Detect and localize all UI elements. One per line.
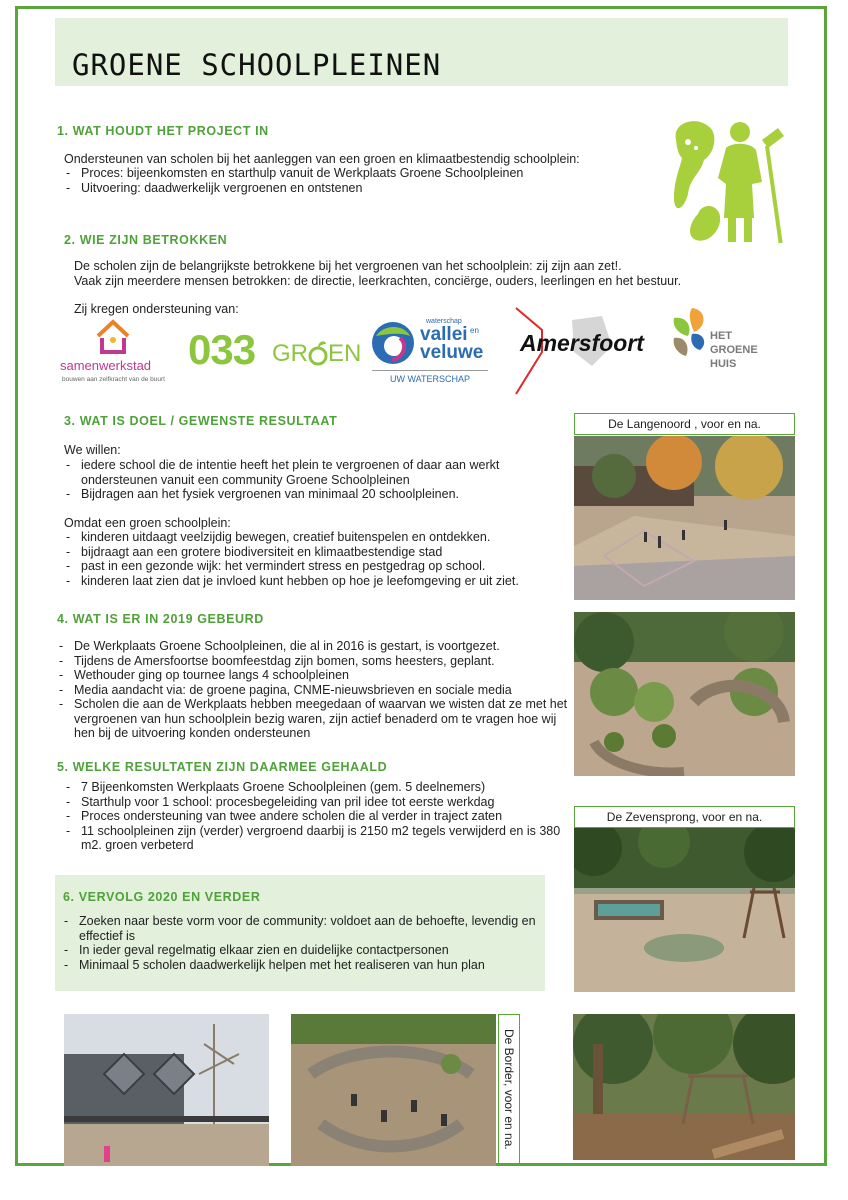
- list-item: - Starthulp voor 1 school: procesbegeleiding van pril idee tot eerste werkdag: [64, 795, 564, 810]
- section-3-list-2: [64, 530, 574, 588]
- vallei-sub: UW WATERSCHAP: [372, 370, 488, 384]
- photo-border-after: [291, 1014, 496, 1166]
- photo-border-before: [64, 1014, 269, 1166]
- section-3-intro-1: We willen:: [64, 443, 121, 457]
- section-1-heading: 1. WAT HOUDT HET PROJECT IN: [57, 124, 269, 138]
- list-item: - Media aandacht via: de groene pagina, CNME-nieuwsbrieven en sociale media: [57, 683, 569, 698]
- caption-zevensprong: De Zevensprong, voor en na.: [574, 806, 795, 828]
- photo-zevensprong: [574, 828, 795, 992]
- section-3-intro-2: Omdat een groen schoolplein:: [64, 516, 231, 530]
- het-groene-huis-logo: [670, 306, 770, 376]
- section-3-heading: 3. WAT IS DOEL / GEWENSTE RESULTAAT: [64, 414, 338, 428]
- list-item: - In ieder geval regelmatig elkaar zien en duidelijke contactpersonen: [62, 943, 540, 958]
- section-2-line-1: De scholen zijn de belangrijkste betrokkene bij het vergroenen van het schoolplein: zij zijn aan zet!.: [74, 259, 622, 273]
- list-item: - Scholen die aan de Werkplaats hebben meegedaan of waarvan we wisten dat ze met het vergroenen van hun schoolplein bezig waren, zijn actief benaderd om te vragen hoe wij hen bij de uitvoering konden ondersteunen: [57, 697, 569, 741]
- photo-langenoord-before: [574, 436, 795, 600]
- list-item: - 11 schoolpleinen zijn (verder) vergroend daarbij is 2150 m2 tegels verwijderd en is 380 m2. groen verbeterd: [64, 824, 564, 853]
- photo-playground-trees: [573, 1014, 795, 1160]
- section-3-list-1: [64, 458, 544, 502]
- groen-word-end: EN: [328, 340, 362, 367]
- vallei-small: waterschap: [426, 318, 462, 325]
- samenwerkstad-icon: [58, 318, 168, 358]
- sprout-icon: [308, 338, 328, 368]
- section-5-heading: 5. WELKE RESULTATEN ZIJN DAARMEE GEHAALD: [57, 760, 388, 774]
- section-6-list: [62, 914, 540, 972]
- samenwerkstad-tagline: bouwen aan zelfkracht van de buurt: [62, 376, 165, 383]
- section-2-support: Zij kregen ondersteuning van:: [74, 302, 239, 316]
- caption-border: De Border, voor en na.: [498, 1014, 520, 1164]
- gardener-illustration: [668, 118, 786, 246]
- vallei-en: en: [470, 326, 479, 335]
- title-bar: [55, 18, 788, 86]
- list-item: - Minimaal 5 scholen daadwerkelijk helpen met het realiseren van hun plan: [62, 958, 540, 973]
- section-1-intro: Ondersteunen van scholen bij het aanleggen van een groen en klimaatbestendig schoolplein:: [64, 152, 580, 166]
- list-item: - kinderen laat zien dat je invloed kunt hebben op hoe je leefomgeving er uit ziet.: [64, 574, 574, 589]
- list-item: - 7 Bijeenkomsten Werkplaats Groene Schoolpleinen (gem. 5 deelnemers): [64, 780, 564, 795]
- section-6-heading: 6. VERVOLG 2020 EN VERDER: [63, 890, 261, 904]
- vallei-word: vallei: [420, 324, 468, 345]
- section-4-list: [57, 639, 569, 741]
- list-item: - past in een gezonde wijk: het vermindert stress en pestgedrag op school.: [64, 559, 574, 574]
- 033-groen-logo: [188, 326, 362, 376]
- section-4-heading: 4. WAT IS ER IN 2019 GEBEURD: [57, 612, 264, 626]
- section-2-line-2: Vaak zijn meerdere mensen betrokken: de directie, leerkrachten, conciërge, ouders, leerlingen en het bestuur.: [74, 274, 682, 288]
- groen-word-start: GR: [272, 340, 308, 367]
- amersfoort-logo: [512, 306, 652, 396]
- samenwerkstad-logo: [58, 318, 168, 388]
- list-item: - De Werkplaats Groene Schoolpleinen, die al in 2016 is gestart, is voortgezet.: [57, 639, 569, 654]
- list-item: - Proces ondersteuning van twee andere scholen die al verder in traject zaten: [64, 809, 564, 824]
- leaf-icon: [670, 306, 710, 360]
- list-item: - Proces: bijeenkomsten en starthulp vanuit de Werkplaats Groene Schoolpleinen: [64, 166, 624, 181]
- list-item: - Uitvoering: daadwerkelijk vergroenen en ontstenen: [64, 181, 624, 196]
- amersfoort-name: Amersfoort: [520, 330, 644, 356]
- section-5-list: [64, 780, 564, 853]
- list-item: - bijdraagt aan een grotere biodiversiteit en klimaatbestendige stad: [64, 545, 574, 560]
- groene-huis-line-2: GROENE: [710, 344, 758, 356]
- groene-huis-line-3: HUIS: [710, 358, 737, 370]
- list-item: - Bijdragen aan het fysiek vergroenen van minimaal 20 schoolpleinen.: [64, 487, 544, 502]
- list-item: - Tijdens de Amersfoortse boomfeestdag zijn bomen, soms heesters, geplant.: [57, 654, 569, 669]
- list-item: - Zoeken naar beste vorm voor de community: voldoet aan de behoefte, levendig en effectief is: [62, 914, 540, 943]
- section-1-list: [64, 166, 624, 195]
- page-title: GROENE SCHOOLPLEINEN: [72, 48, 442, 82]
- groene-huis-line-1: HET: [710, 330, 732, 342]
- list-item: - kinderen uitdaagt veelzijdig bewegen, creatief buitenspelen en ontdekken.: [64, 530, 574, 545]
- list-item: - iedere school die de intentie heeft het plein te vergroenen of daar aan werkt ondersteunen vanuit een community Groene Schoolpleinen: [64, 458, 544, 487]
- photo-langenoord-after: [574, 612, 795, 776]
- list-item: - Wethouder ging op tournee langs 4 schoolpleinen: [57, 668, 569, 683]
- samenwerkstad-name: samenwerkstad: [60, 358, 152, 373]
- waterdrop-icon: [370, 320, 416, 366]
- 033-number: 033: [188, 326, 256, 373]
- section-2-heading: 2. WIE ZIJN BETROKKEN: [64, 233, 228, 247]
- vallei-veluwe-logo: [368, 318, 490, 388]
- caption-langenoord: De Langenoord , voor en na.: [574, 413, 795, 435]
- veluwe-word: veluwe: [420, 342, 484, 363]
